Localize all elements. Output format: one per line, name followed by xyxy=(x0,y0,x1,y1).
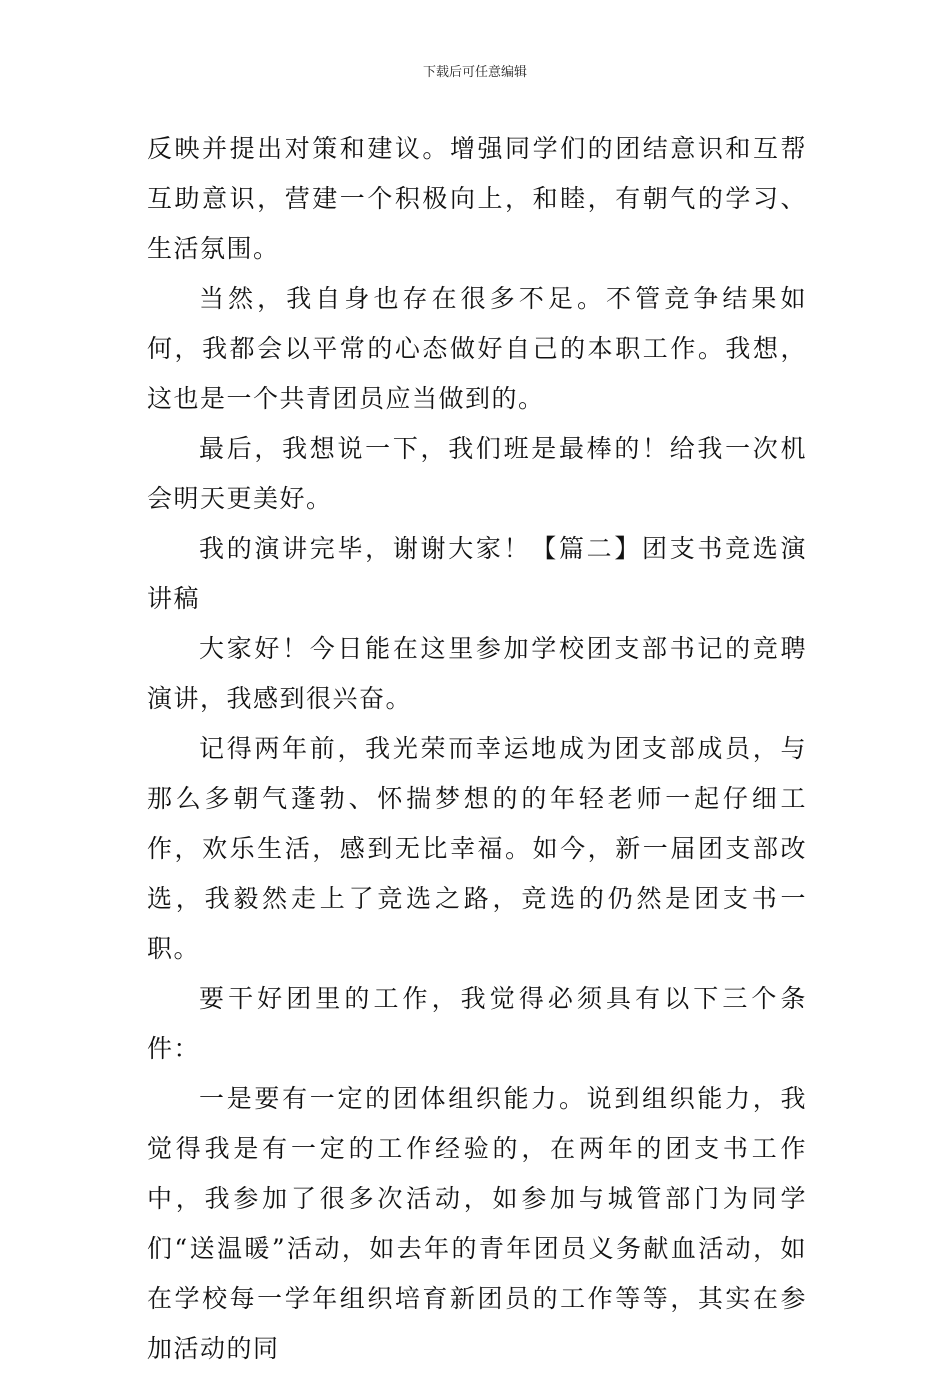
document-body xyxy=(147,124,807,1374)
paragraph-section-heading: 我的演讲完毕，谢谢大家！【篇二】团支书竞选演讲稿 xyxy=(147,534,807,613)
paragraph: 要干好团里的工作，我觉得必须具有以下三个条件： xyxy=(147,984,807,1063)
paragraph-continuation: 反映并提出对策和建议。增强同学们的团结意识和互帮互助意识，营建一个积极向上，和睦，有朝气的学习、生活氛围。 xyxy=(147,134,807,263)
page-header: 下载后可任意编辑 xyxy=(422,65,527,80)
paragraph: 大家好！今日能在这里参加学校团支部书记的竞聘演讲，我感到很兴奋。 xyxy=(147,634,807,713)
paragraph: 最后，我想说一下，我们班是最棒的！给我一次机会明天更美好。 xyxy=(147,434,807,513)
paragraph: 当然，我自身也存在很多不足。不管竞争结果如何，我都会以平常的心态做好自己的本职工作。我想，这也是一个共青团员应当做到的。 xyxy=(147,284,807,413)
paragraph: 一是要有一定的团体组织能力。说到组织能力，我觉得我是有一定的工作经验的，在两年的团支书工作中，我参加了很多次活动，如参加与城管部门为同学们“送温暖”活动，如去年的青年团员义务献血活动，如在学校每一学年组织培育新团员的工作等等，其实在参加活动的同 xyxy=(147,1084,807,1363)
paragraph: 记得两年前，我光荣而幸运地成为团支部成员，与那么多朝气蓬勃、怀揣梦想的的年轻老师一起仔细工作，欢乐生活，感到无比幸福。如今，新一届团支部改选，我毅然走上了竞选之路，竞选的仍然是团支书一职。 xyxy=(147,734,807,963)
